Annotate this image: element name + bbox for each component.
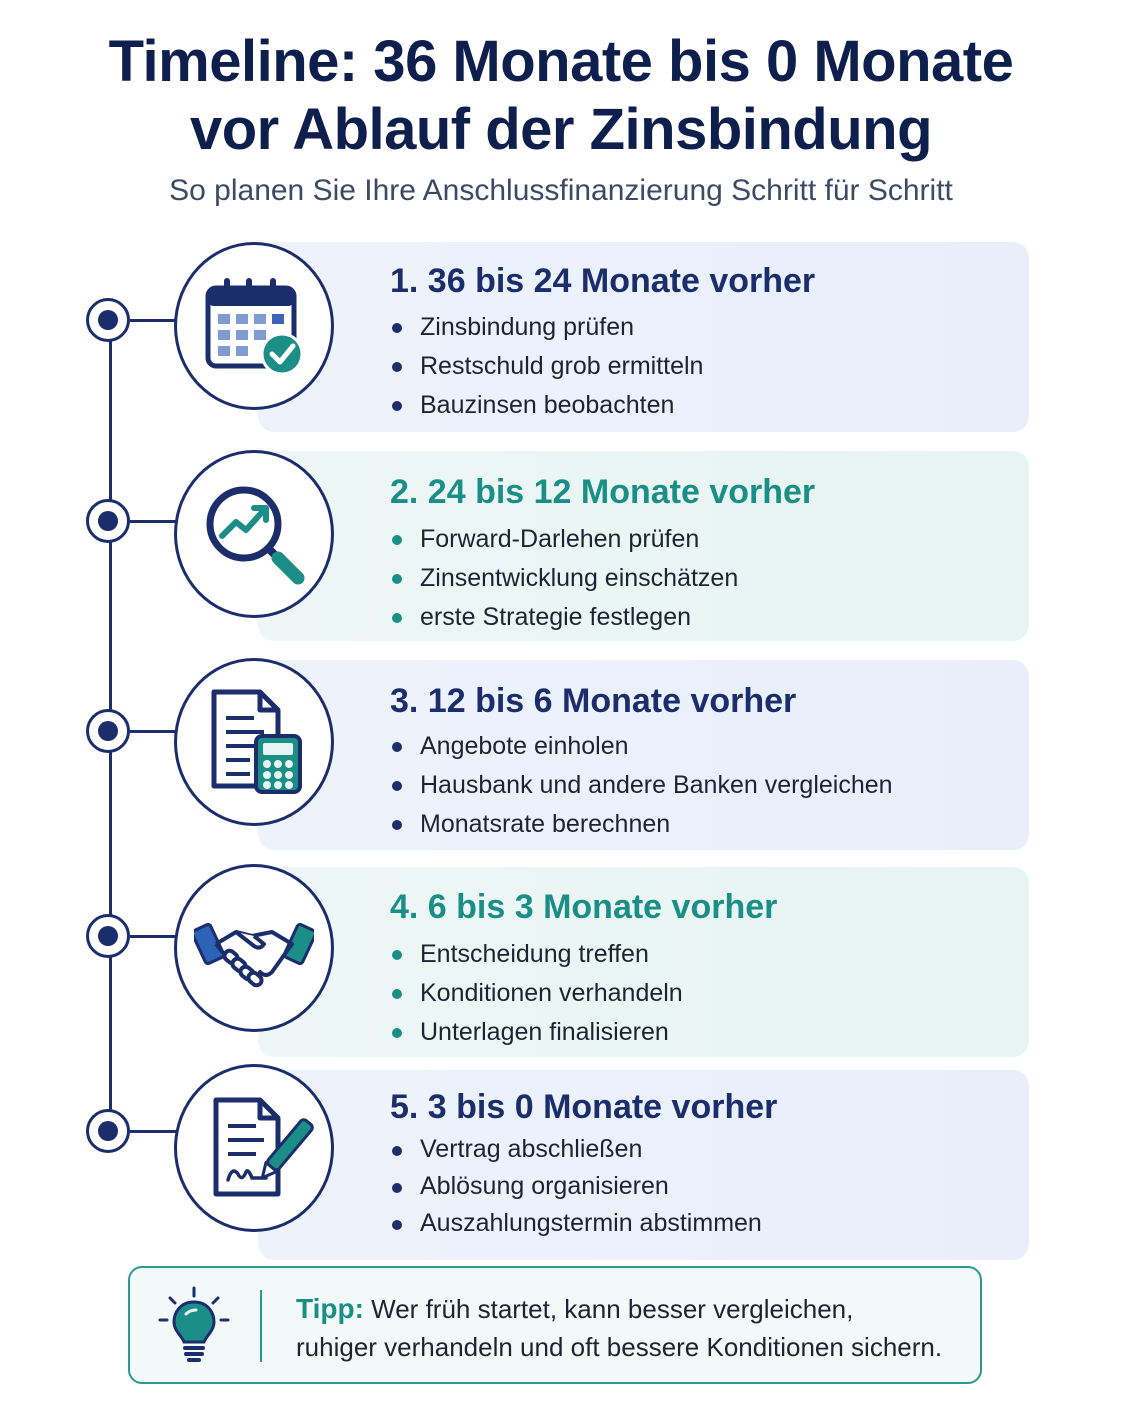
list-item: Auszahlungstermin abstimmen — [390, 1205, 762, 1242]
document-calculator-icon — [174, 658, 334, 826]
contract-pen-icon — [174, 1064, 334, 1232]
step-title-1: 1. 36 bis 24 Monate vorher — [390, 262, 816, 300]
timeline-connector — [130, 730, 176, 733]
list-item: Konditionen verhandeln — [390, 974, 683, 1013]
tip-label: Tipp: — [296, 1293, 364, 1324]
step-title-2: 2. 24 bis 12 Monate vorher — [390, 473, 816, 511]
list-item: erste Strategie festlegen — [390, 598, 738, 637]
list-item: Forward-Darlehen prüfen — [390, 520, 738, 559]
lightbulb-icon — [156, 1286, 232, 1366]
tip-divider — [260, 1290, 262, 1362]
handshake-icon — [174, 864, 334, 1032]
title-line-1: Timeline: 36 Monate bis 0 Monate — [108, 29, 1014, 94]
step-title-4: 4. 6 bis 3 Monate vorher — [390, 888, 778, 926]
list-item: Bauzinsen beobachten — [390, 386, 703, 425]
tip-box — [128, 1266, 982, 1384]
list-item: Hausbank und andere Banken vergleichen — [390, 766, 893, 805]
tip-line-2: ruhiger verhandeln und oft bessere Konditionen sichern. — [296, 1332, 943, 1362]
title-line-2: vor Ablauf der Zinsbindung — [189, 97, 933, 162]
step-bullets-5 — [390, 1131, 762, 1242]
tip-line-1: Wer früh startet, kann besser vergleichen, — [371, 1294, 854, 1324]
magnifier-trend-icon — [174, 450, 334, 618]
list-item: Restschuld grob ermitteln — [390, 347, 703, 386]
timeline-dot — [86, 709, 130, 753]
tip-text — [296, 1290, 976, 1366]
step-bullets-3 — [390, 727, 893, 844]
list-item: Angebote einholen — [390, 727, 893, 766]
step-title-3: 3. 12 bis 6 Monate vorher — [390, 682, 797, 720]
timeline-connector — [130, 319, 176, 322]
page-title — [0, 28, 1122, 164]
timeline-connector — [130, 1130, 176, 1133]
step-bullets-1 — [390, 308, 703, 425]
calendar-check-icon — [174, 242, 334, 410]
list-item: Monatsrate berechnen — [390, 805, 893, 844]
list-item: Ablösung organisieren — [390, 1168, 762, 1205]
timeline-connector — [130, 520, 176, 523]
step-bullets-2 — [390, 520, 738, 637]
step-bullets-4 — [390, 935, 683, 1052]
list-item: Zinsbindung prüfen — [390, 308, 703, 347]
timeline-dot — [86, 1109, 130, 1153]
timeline-connector — [130, 935, 176, 938]
list-item: Unterlagen finalisieren — [390, 1013, 683, 1052]
timeline-dot — [86, 499, 130, 543]
list-item: Zinsentwicklung einschätzen — [390, 559, 738, 598]
list-item: Vertrag abschließen — [390, 1131, 762, 1168]
list-item: Entscheidung treffen — [390, 935, 683, 974]
timeline-dot — [86, 914, 130, 958]
page-subtitle: So planen Sie Ihre Anschlussfinanzierung Schritt für Schritt — [169, 174, 953, 207]
timeline-dot — [86, 298, 130, 342]
step-title-5: 5. 3 bis 0 Monate vorher — [390, 1088, 778, 1126]
